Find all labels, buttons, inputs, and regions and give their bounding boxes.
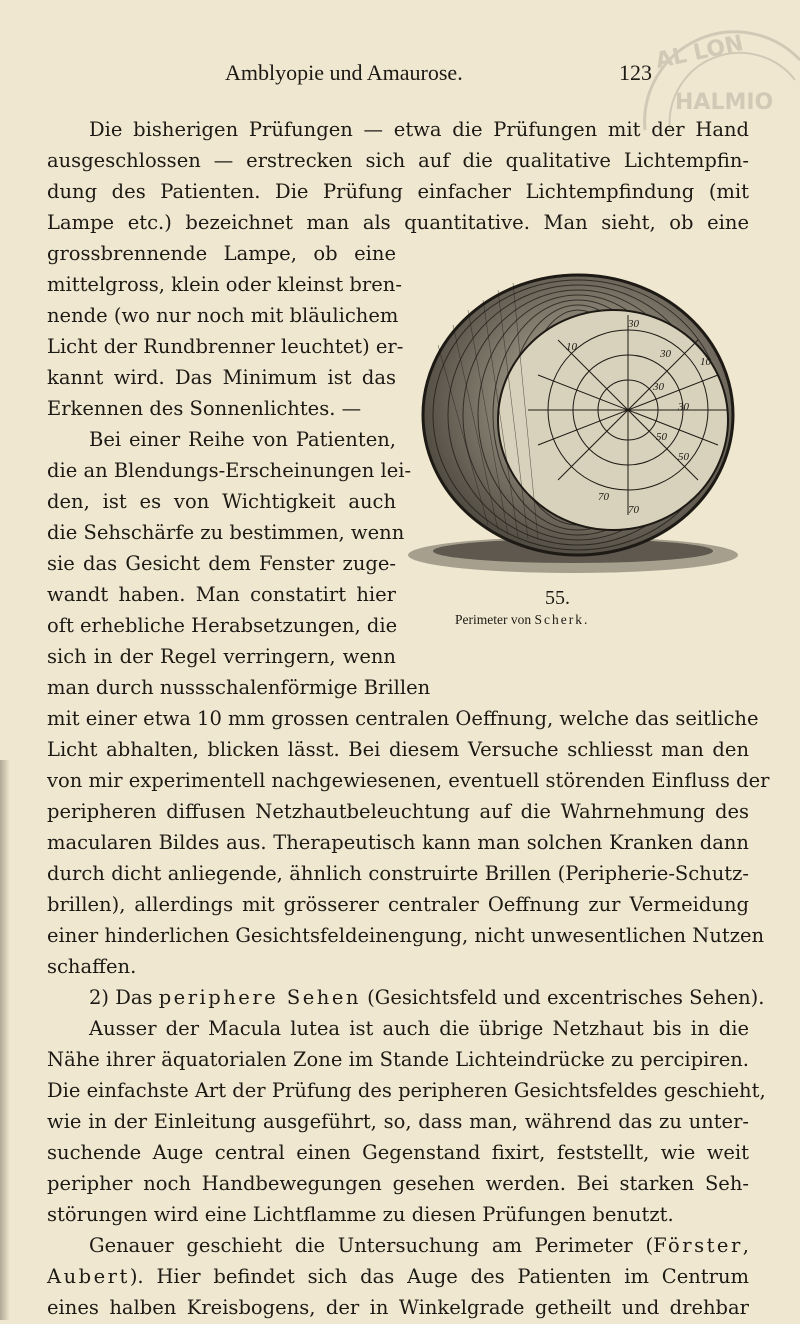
text-line: ausgeschlossen — erstrecken sich auf die qualitative Lichtempfin- (47, 149, 749, 172)
text-line: sich in der Regel verringern, wenn (47, 645, 396, 668)
text-line: Bei einer Reihe von Patienten, (89, 428, 396, 451)
text-line: wandt haben. Man constatirt hier (47, 583, 396, 606)
text-line: peripher noch Handbewegungen gesehen werden. Bei starken Seh- (47, 1172, 749, 1195)
text-line: Licht der Rundbrenner leuchtet) er- (47, 335, 404, 358)
text-line: wie in der Einleitung ausgeführt, so, dass man, während das zu unter- (47, 1110, 749, 1133)
text-line: dung des Patienten. Die Prüfung einfacher Lichtempfindung (mit (47, 180, 749, 203)
svg-text:10: 10 (566, 341, 577, 353)
figure-number: 55. (545, 587, 570, 609)
svg-text:30: 30 (660, 348, 671, 360)
text-line: sie das Gesicht dem Fenster zuge- (47, 552, 396, 575)
text-line: die Sehschärfe zu bestimmen, wenn (47, 521, 405, 544)
text-line: einer hinderlichen Gesichtsfeldeinengung, nicht unwesentlichen Nutzen (47, 924, 765, 947)
text-line: kannt wird. Das Minimum ist das (47, 366, 396, 389)
running-header (0, 60, 800, 88)
svg-text:50: 50 (678, 451, 689, 463)
svg-text:70: 70 (628, 504, 639, 516)
text-line: macularen Bildes aus. Therapeutisch kann man solchen Kranken dann (47, 831, 749, 854)
section-heading-line: 2) Das periphere Sehen (Gesichtsfeld und excentrisches Sehen). (89, 986, 765, 1009)
spaced-term: periphere Sehen (158, 986, 361, 1009)
page-number: 123 (619, 60, 652, 85)
text-line: den, ist es von Wichtigkeit auch (47, 490, 396, 513)
text-line: brillen), allerdings mit grösserer centraler Oeffnung zur Vermeidung (47, 893, 749, 916)
figure-caption: Perimeter von Scherk. (455, 612, 590, 627)
author-name: Förster (653, 1234, 743, 1257)
perimeter-illustration (398, 265, 753, 585)
text-line: Lampe etc.) bezeichnet man als quantitative. Man sieht, ob eine (47, 211, 749, 234)
text-line: Licht abhalten, blicken lässt. Bei diesem Versuche schliesst man den (47, 738, 749, 761)
text-line: Die einfachste Art der Prüfung des peripheren Gesichtsfeldes geschieht, (47, 1079, 766, 1102)
text-line: suchende Auge central einen Gegenstand fixirt, feststellt, wie weit (47, 1141, 749, 1164)
text-line: schaffen. (47, 955, 137, 978)
text-line: Aubert). Hier befindet sich das Auge des Patienten im Centrum (47, 1265, 749, 1288)
svg-text:70: 70 (598, 491, 609, 503)
text-line: Ausser der Macula lutea ist auch die übrige Netzhaut bis in die (89, 1017, 749, 1040)
svg-text:30: 30 (653, 381, 664, 393)
svg-text:10: 10 (700, 356, 711, 368)
header-title: Amblyopie und Amaurose. (225, 60, 463, 85)
text-line: oft erhebliche Herabsetzungen, die (47, 614, 398, 637)
svg-text:50: 50 (656, 431, 667, 443)
svg-text:30: 30 (678, 401, 689, 413)
text-line: mit einer etwa 10 mm grossen centralen Oeffnung, welche das seitliche (47, 707, 759, 730)
text-line: Genauer geschieht die Untersuchung am Perimeter (Förster, (89, 1234, 749, 1257)
text-line: nende (wo nur noch mit bläulichem (47, 304, 399, 327)
text-line: Die bisherigen Prüfungen — etwa die Prüfungen mit der Hand (89, 118, 749, 141)
text-line: durch dicht anliegende, ähnlich construirte Brillen (Peripherie-Schutz- (47, 862, 749, 885)
text-line: störungen wird eine Lichtflamme zu diesen Prüfungen benutzt. (47, 1203, 674, 1226)
text-line: grossbrennende Lampe, ob eine (47, 242, 396, 265)
text-line: von mir experimentell nachgewiesenen, eventuell störenden Einfluss der (47, 769, 770, 792)
text-line: Erkennen des Sonnenlichtes. — (47, 397, 362, 420)
text-line: eines halben Kreisbogens, der in Winkelgrade getheilt und drehbar (47, 1296, 749, 1319)
author-name: Aubert (47, 1265, 130, 1288)
text-line: Nähe ihrer äquatorialen Zone im Stande Lichteindrücke zu percipiren. (47, 1048, 749, 1071)
text-line: die an Blendungs-Erscheinungen lei- (47, 459, 412, 482)
text-line: mittelgross, klein oder kleinst bren- (47, 273, 402, 296)
library-stamp: AL LON HALMIO (615, 20, 800, 140)
text-line: peripheren diffusen Netzhautbeleuchtung auf die Wahrnehmung des (47, 800, 749, 823)
svg-text:30: 30 (628, 318, 639, 330)
text-line: man durch nussschalenförmige Brillen (47, 676, 431, 699)
page-edge-shadow (0, 760, 10, 1320)
